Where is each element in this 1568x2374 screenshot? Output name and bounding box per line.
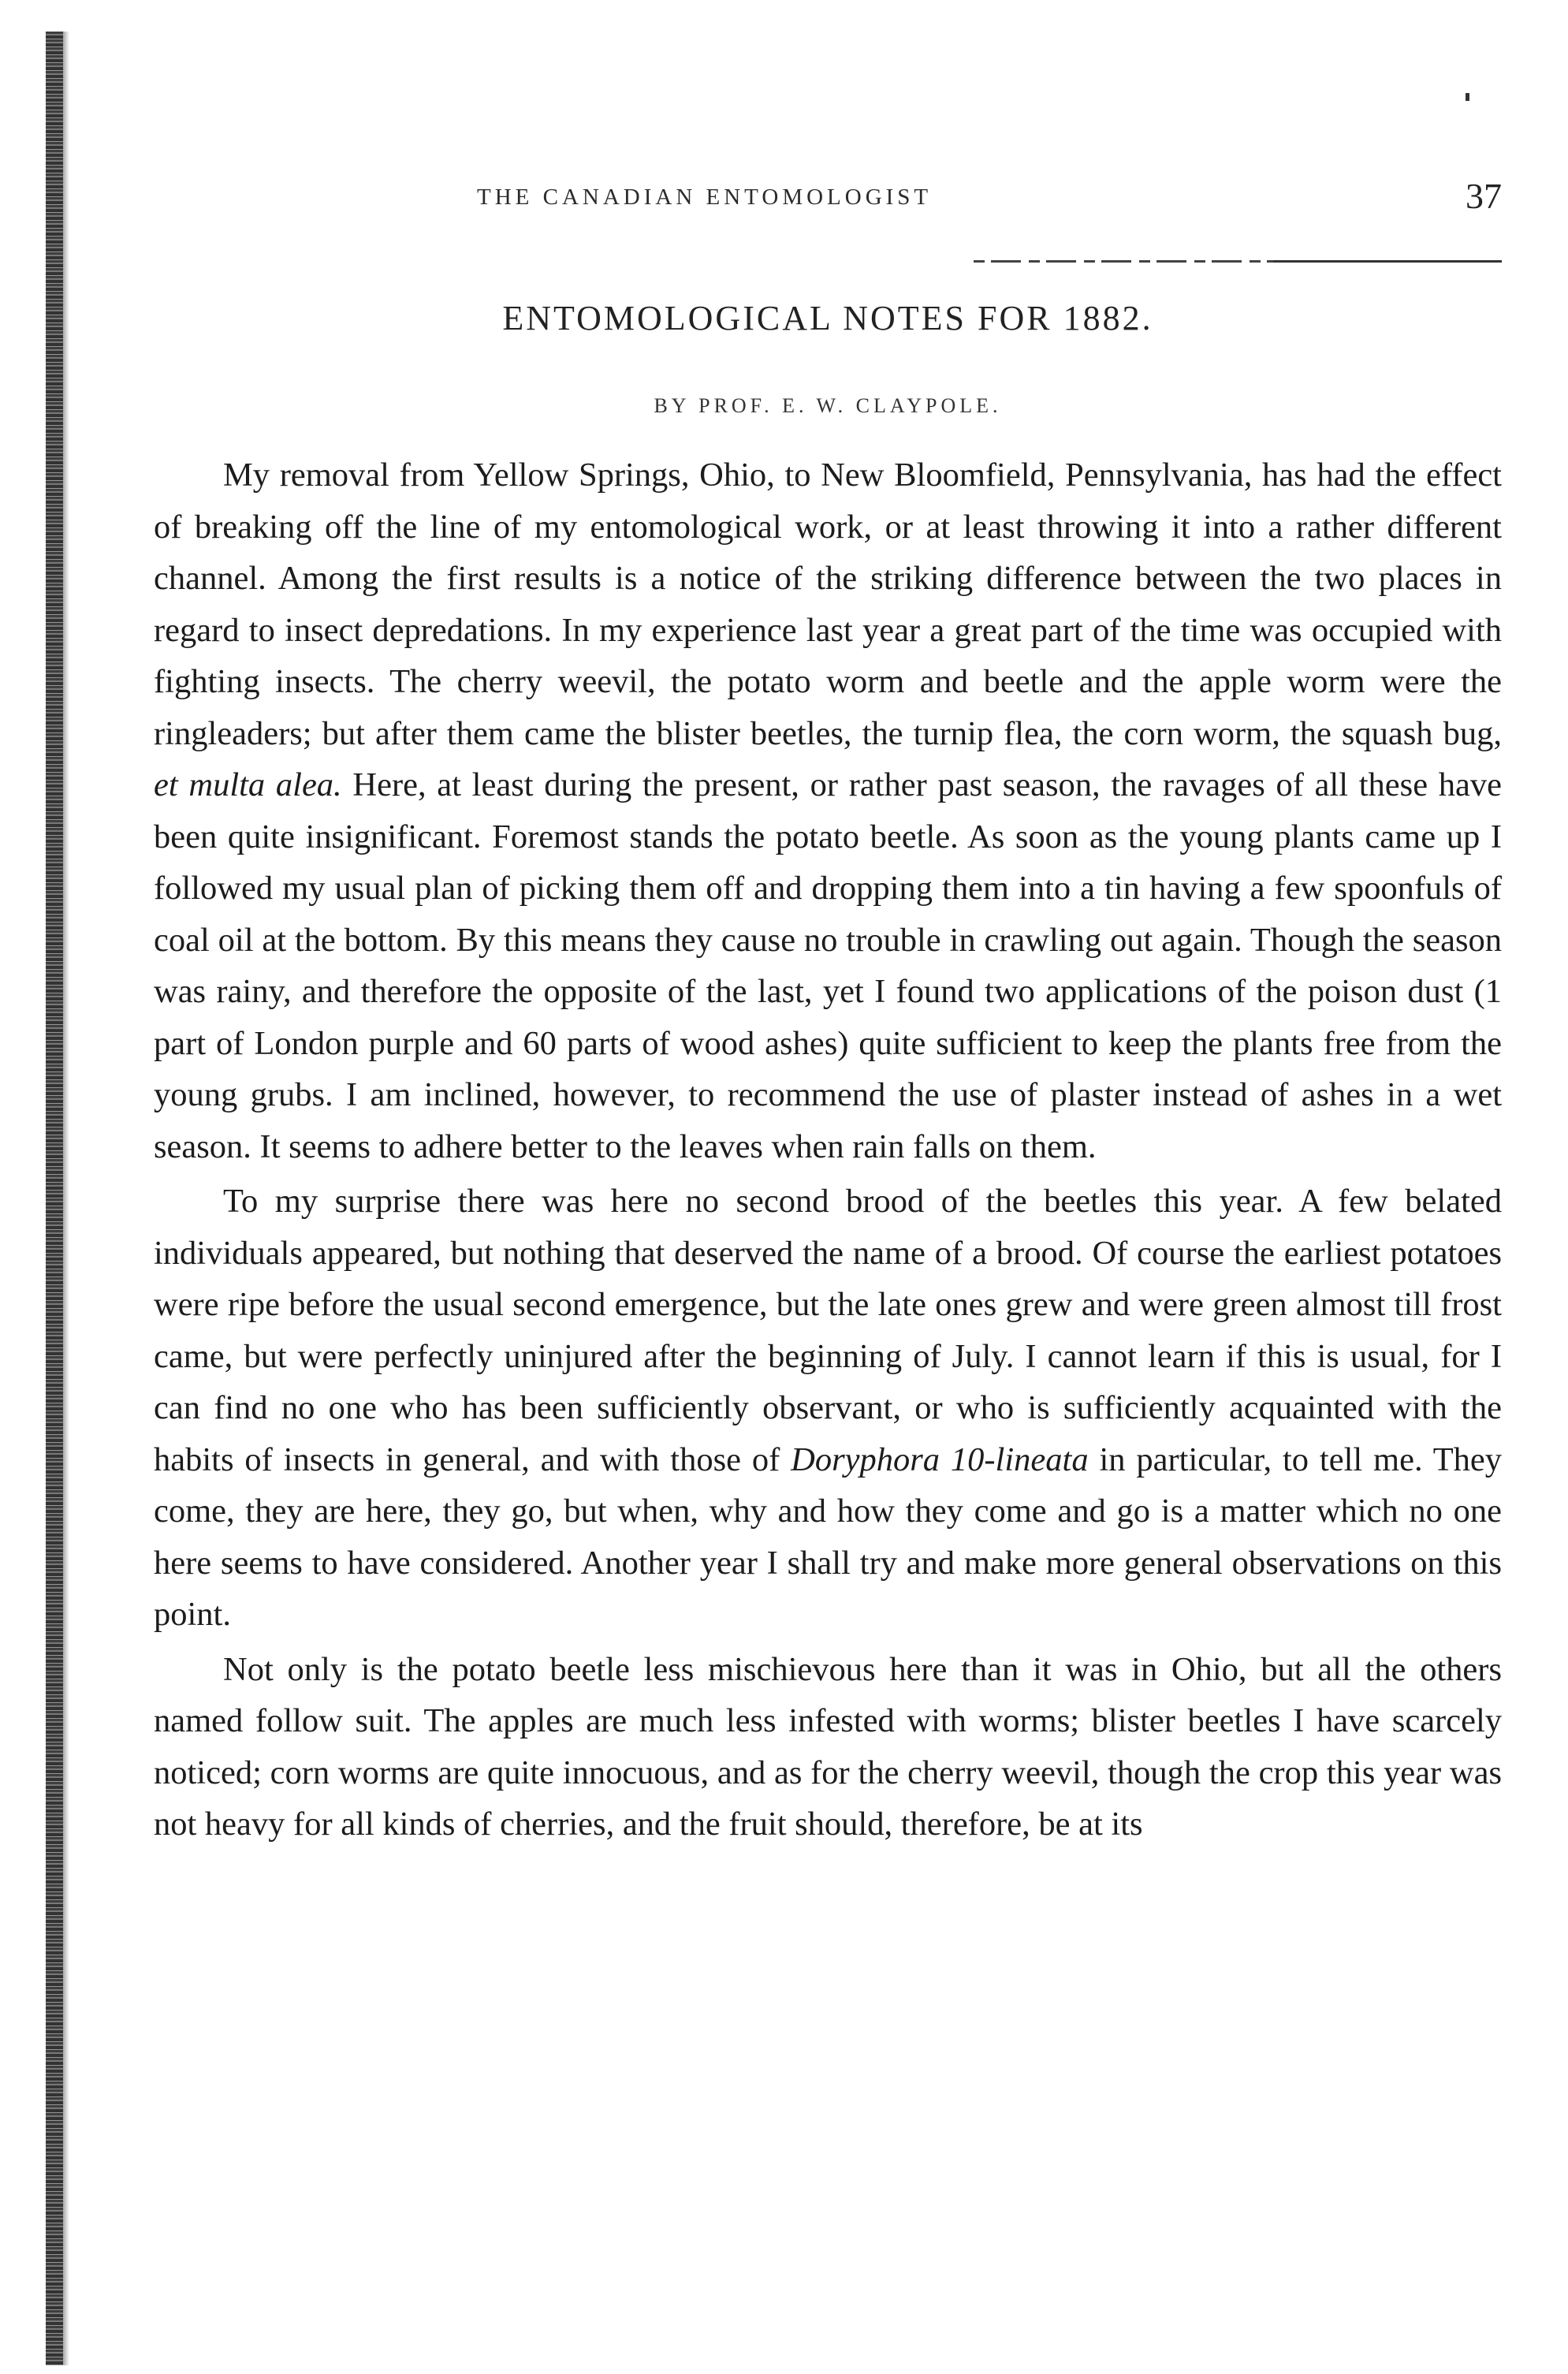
paragraph-2-text-cont: in particular, to tell me. They come, they are here, they go, but when, why and how they come and go is a matter which no one here seems to have considered. Another year I shall try and make more general observations on this point. xyxy=(154,1440,1503,1633)
paragraph-1-text: My removal from Yellow Springs, Ohio, to New Bloomfield, Pennsylvania, has had the effect of breaking off the line of my entomological work, or at least throwing it into a rather different channel. Among the first results is a notice of the striking difference between the two places in regard to insect depredations. In my experience last year a great part of the time was occupied with fighting insects. The cherry weevil, the potato worm and beetle and the apple worm were the ringleaders; but after them came the blister beetles, the turnip flea, the corn worm, the squash bug, xyxy=(154,457,1502,752)
page-binding-edge xyxy=(46,32,63,2365)
ink-speck xyxy=(1466,93,1469,101)
paragraph-2-text: To my surprise there was here no second brood of the beetles this year. A few belated individuals appeared, but nothing that deserved the name of a brood. Of course the earliest potatoes were ripe before the usual second emergence, but the late ones grew and were green almost till frost came, but were perfectly uninjured after the beginning of July. I cannot learn if this is usual, for I can find no one who has been sufficiently observant, or who is sufficiently acquainted with the habits of insects in general, and with those of xyxy=(154,1183,1502,1478)
paragraph-3 xyxy=(154,1644,1502,1850)
running-title: THE CANADIAN ENTOMOLOGIST xyxy=(477,184,933,210)
article-body xyxy=(154,449,1502,1854)
article-title: ENTOMOLOGICAL NOTES FOR 1882. xyxy=(502,299,1153,337)
running-head xyxy=(154,175,1502,222)
paragraph-3-text: Not only is the potato beetle less mischievous here than it was in Ohio, but all the others named follow suit. The apples are much less infested with worms; blister beetles I have scarcely noticed; corn worms are quite innocuous, and as for the cherry weevil, though the crop this year was not heavy for all kinds of cherries, and the fruit should, therefore, be at its xyxy=(154,1650,1502,1843)
article-byline: BY PROF. E. W. CLAYPOLE. xyxy=(654,394,1002,417)
paragraph-1-italic: et multa alea. xyxy=(154,766,342,803)
paragraph-2 xyxy=(154,1176,1502,1641)
header-rule xyxy=(974,260,1502,263)
paragraph-2-italic: Doryphora 10-lineata xyxy=(791,1440,1089,1478)
paragraph-1 xyxy=(154,449,1502,1172)
page-number: 37 xyxy=(1466,176,1502,216)
paragraph-1-text-cont: Here, at least during the present, or rather past season, the ravages of all these have been quite insignificant. Foremost stands the potato beetle. As soon as the young plants came up I followed my usual plan of picking them off and dropping them into a tin having a few spoonfuls of coal oil at the bottom. By this means they cause no trouble in crawling out again. Though the season was rainy, and therefore the opposite of the last, yet I found two applications of the poison dust (1 part of London purple and 60 parts of wood ashes) quite sufficient to keep the plants free from the young grubs. I am inclined, however, to recommend the use of plaster instead of ashes in a wet season. It seems to adhere better to the leaves when rain falls on them. xyxy=(154,766,1502,1165)
